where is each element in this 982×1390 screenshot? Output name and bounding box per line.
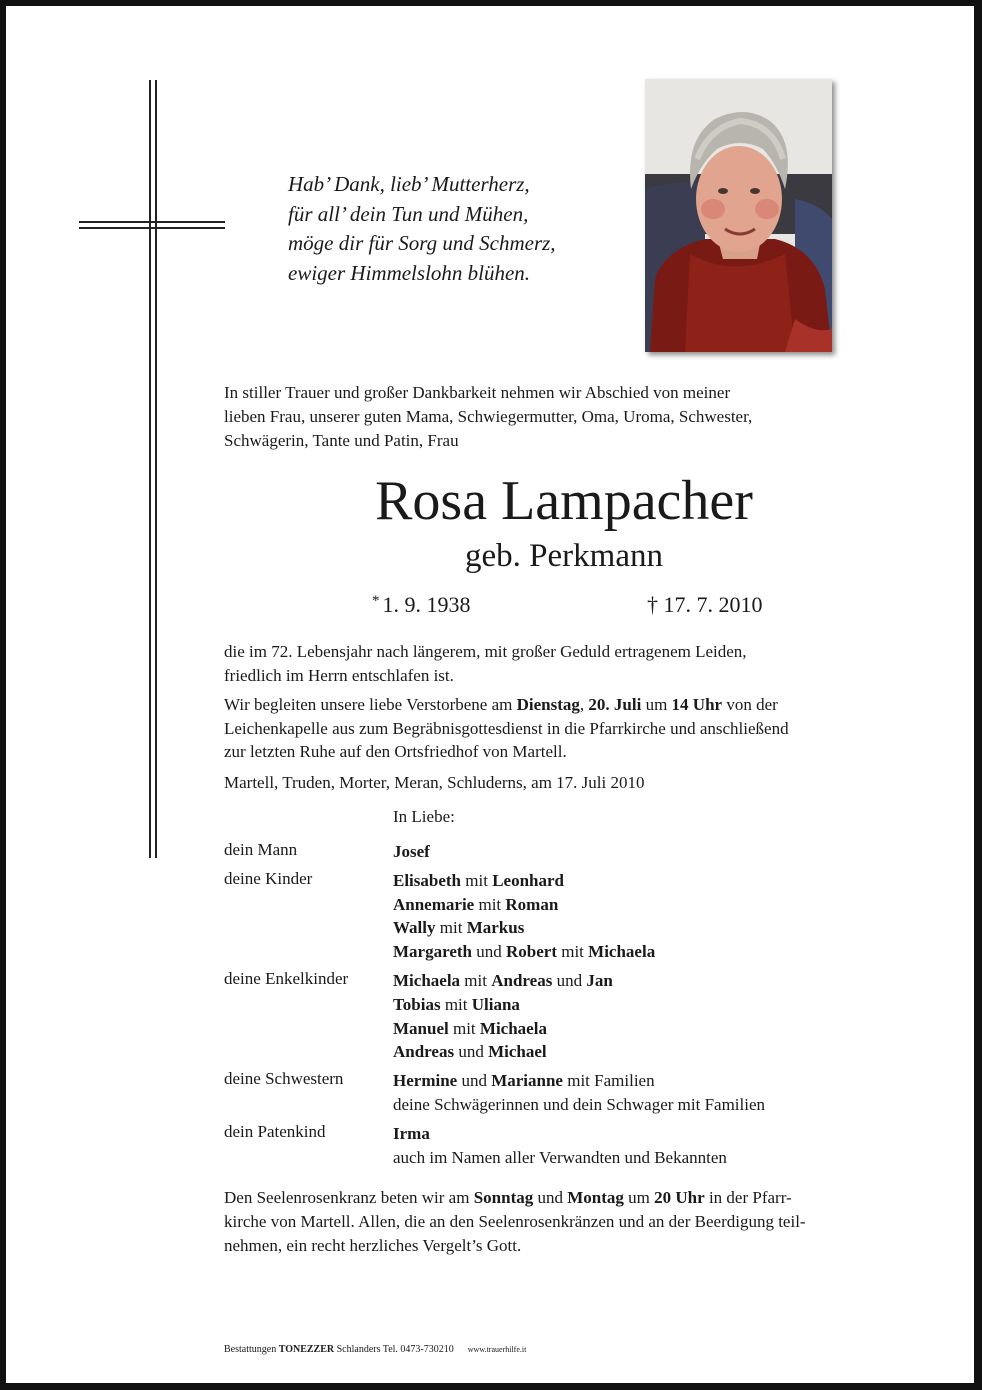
death-date-block: [647, 592, 763, 618]
death-cross-icon: †: [647, 592, 658, 617]
body-line: Leichenkapelle aus zum Begräbnisgottesdienst in die Pfarrkirche und anschließend: [224, 718, 789, 738]
portrait-photo: [645, 79, 832, 352]
relation-label: deine Kinder: [224, 868, 313, 888]
poem-line: möge dir für Sorg und Schmerz,: [288, 231, 556, 255]
birth-date: 1. 9. 1938: [382, 592, 471, 617]
intro-text: [224, 381, 844, 453]
intro-line: In stiller Trauer und großer Dankbarkeit nehmen wir Abschied von meiner: [224, 383, 731, 402]
relation-label: dein Patenkind: [224, 1121, 326, 1141]
body-line: die im 72. Lebensjahr nach längerem, mit großer Geduld ertragenem Leiden,: [224, 642, 747, 661]
family-member: Michaela mit Andreas und Jan: [393, 970, 613, 990]
relation-label: deine Enkelkinder: [224, 968, 349, 988]
family-member: deine Schwägerinnen und dein Schwager mit Familien: [393, 1094, 766, 1114]
poem: [288, 170, 618, 288]
closing-text: [224, 1186, 914, 1258]
announcement-text: [224, 640, 904, 764]
deceased-name: Rosa Lampacher: [375, 470, 753, 532]
family-group-godchild: [224, 1122, 904, 1170]
relation-label: deine Schwestern: [224, 1069, 344, 1089]
places-date: Martell, Truden, Morter, Meran, Schluderns, am 17. Juli 2010: [224, 773, 645, 792]
relation-label: dein Mann: [224, 840, 298, 859]
family-group-sisters: [224, 1069, 904, 1117]
birth-star-icon: *: [372, 593, 380, 609]
family-member: Elisabeth mit Leonhard: [393, 870, 564, 890]
body-line: zur letzten Ruhe auf den Ortsfriedhof von Martell.: [224, 742, 567, 761]
birth-date-block: [372, 592, 471, 618]
family-member: auch im Namen aller Verwandten und Bekannten: [393, 1147, 727, 1167]
death-date: 17. 7. 2010: [663, 592, 763, 617]
funeral-details-line: Wir begleiten unsere liebe Verstorbene am Dienstag, 20. Juli um 14 Uhr von der: [224, 695, 778, 714]
family-group-husband: [224, 840, 904, 864]
family-member: Margareth und Robert mit Michaela: [393, 942, 656, 962]
family-list: [224, 840, 904, 1174]
body-line: friedlich im Herrn entschlafen ist.: [224, 665, 454, 685]
intro-line: Schwägerin, Tante und Patin, Frau: [224, 431, 459, 450]
poem-line: für all’ dein Tun und Mühen,: [288, 201, 529, 226]
website-text: www.trauerhilfe.it: [467, 1345, 527, 1354]
closing-line: kirche von Martell. Allen, die an den Seelenrosenkränzen und an der Beerdigung teil-: [224, 1212, 806, 1231]
maiden-name: geb. Perkmann: [465, 538, 663, 574]
intro-line: lieben Frau, unserer guten Mama, Schwiegermutter, Oma, Uroma, Schwester,: [224, 407, 753, 426]
closing-line: Den Seelenrosenkranz beten wir am Sonntag und Montag um 20 Uhr in der Pfarr-: [224, 1188, 792, 1207]
family-group-grandchildren: [224, 969, 904, 1064]
closing-line: nehmen, ein recht herzliches Vergelt’s Gott.: [224, 1236, 522, 1255]
family-member: Wally mit Markus: [393, 918, 525, 938]
poem-line: ewiger Himmelslohn blühen.: [288, 260, 531, 285]
family-member: Andreas und Michael: [393, 1042, 547, 1062]
family-member: Hermine und Marianne mit Familien: [393, 1071, 655, 1091]
in-liebe-label: In Liebe:: [393, 807, 455, 826]
family-member: Tobias mit Uliana: [393, 994, 520, 1014]
poem-line: Hab’ Dank, lieb’ Mutterherz,: [288, 172, 530, 196]
family-group-children: [224, 869, 904, 964]
footer-imprint: Bestattungen TONEZZER Schlanders Tel. 0473-730210 www.trauerhilfe.it: [224, 1344, 527, 1355]
family-member: Manuel mit Michaela: [393, 1018, 547, 1038]
family-member: Josef: [393, 842, 430, 861]
company-name: TONEZZER: [278, 1344, 335, 1355]
family-member: Annemarie mit Roman: [393, 894, 559, 914]
family-member: Irma: [393, 1123, 430, 1143]
